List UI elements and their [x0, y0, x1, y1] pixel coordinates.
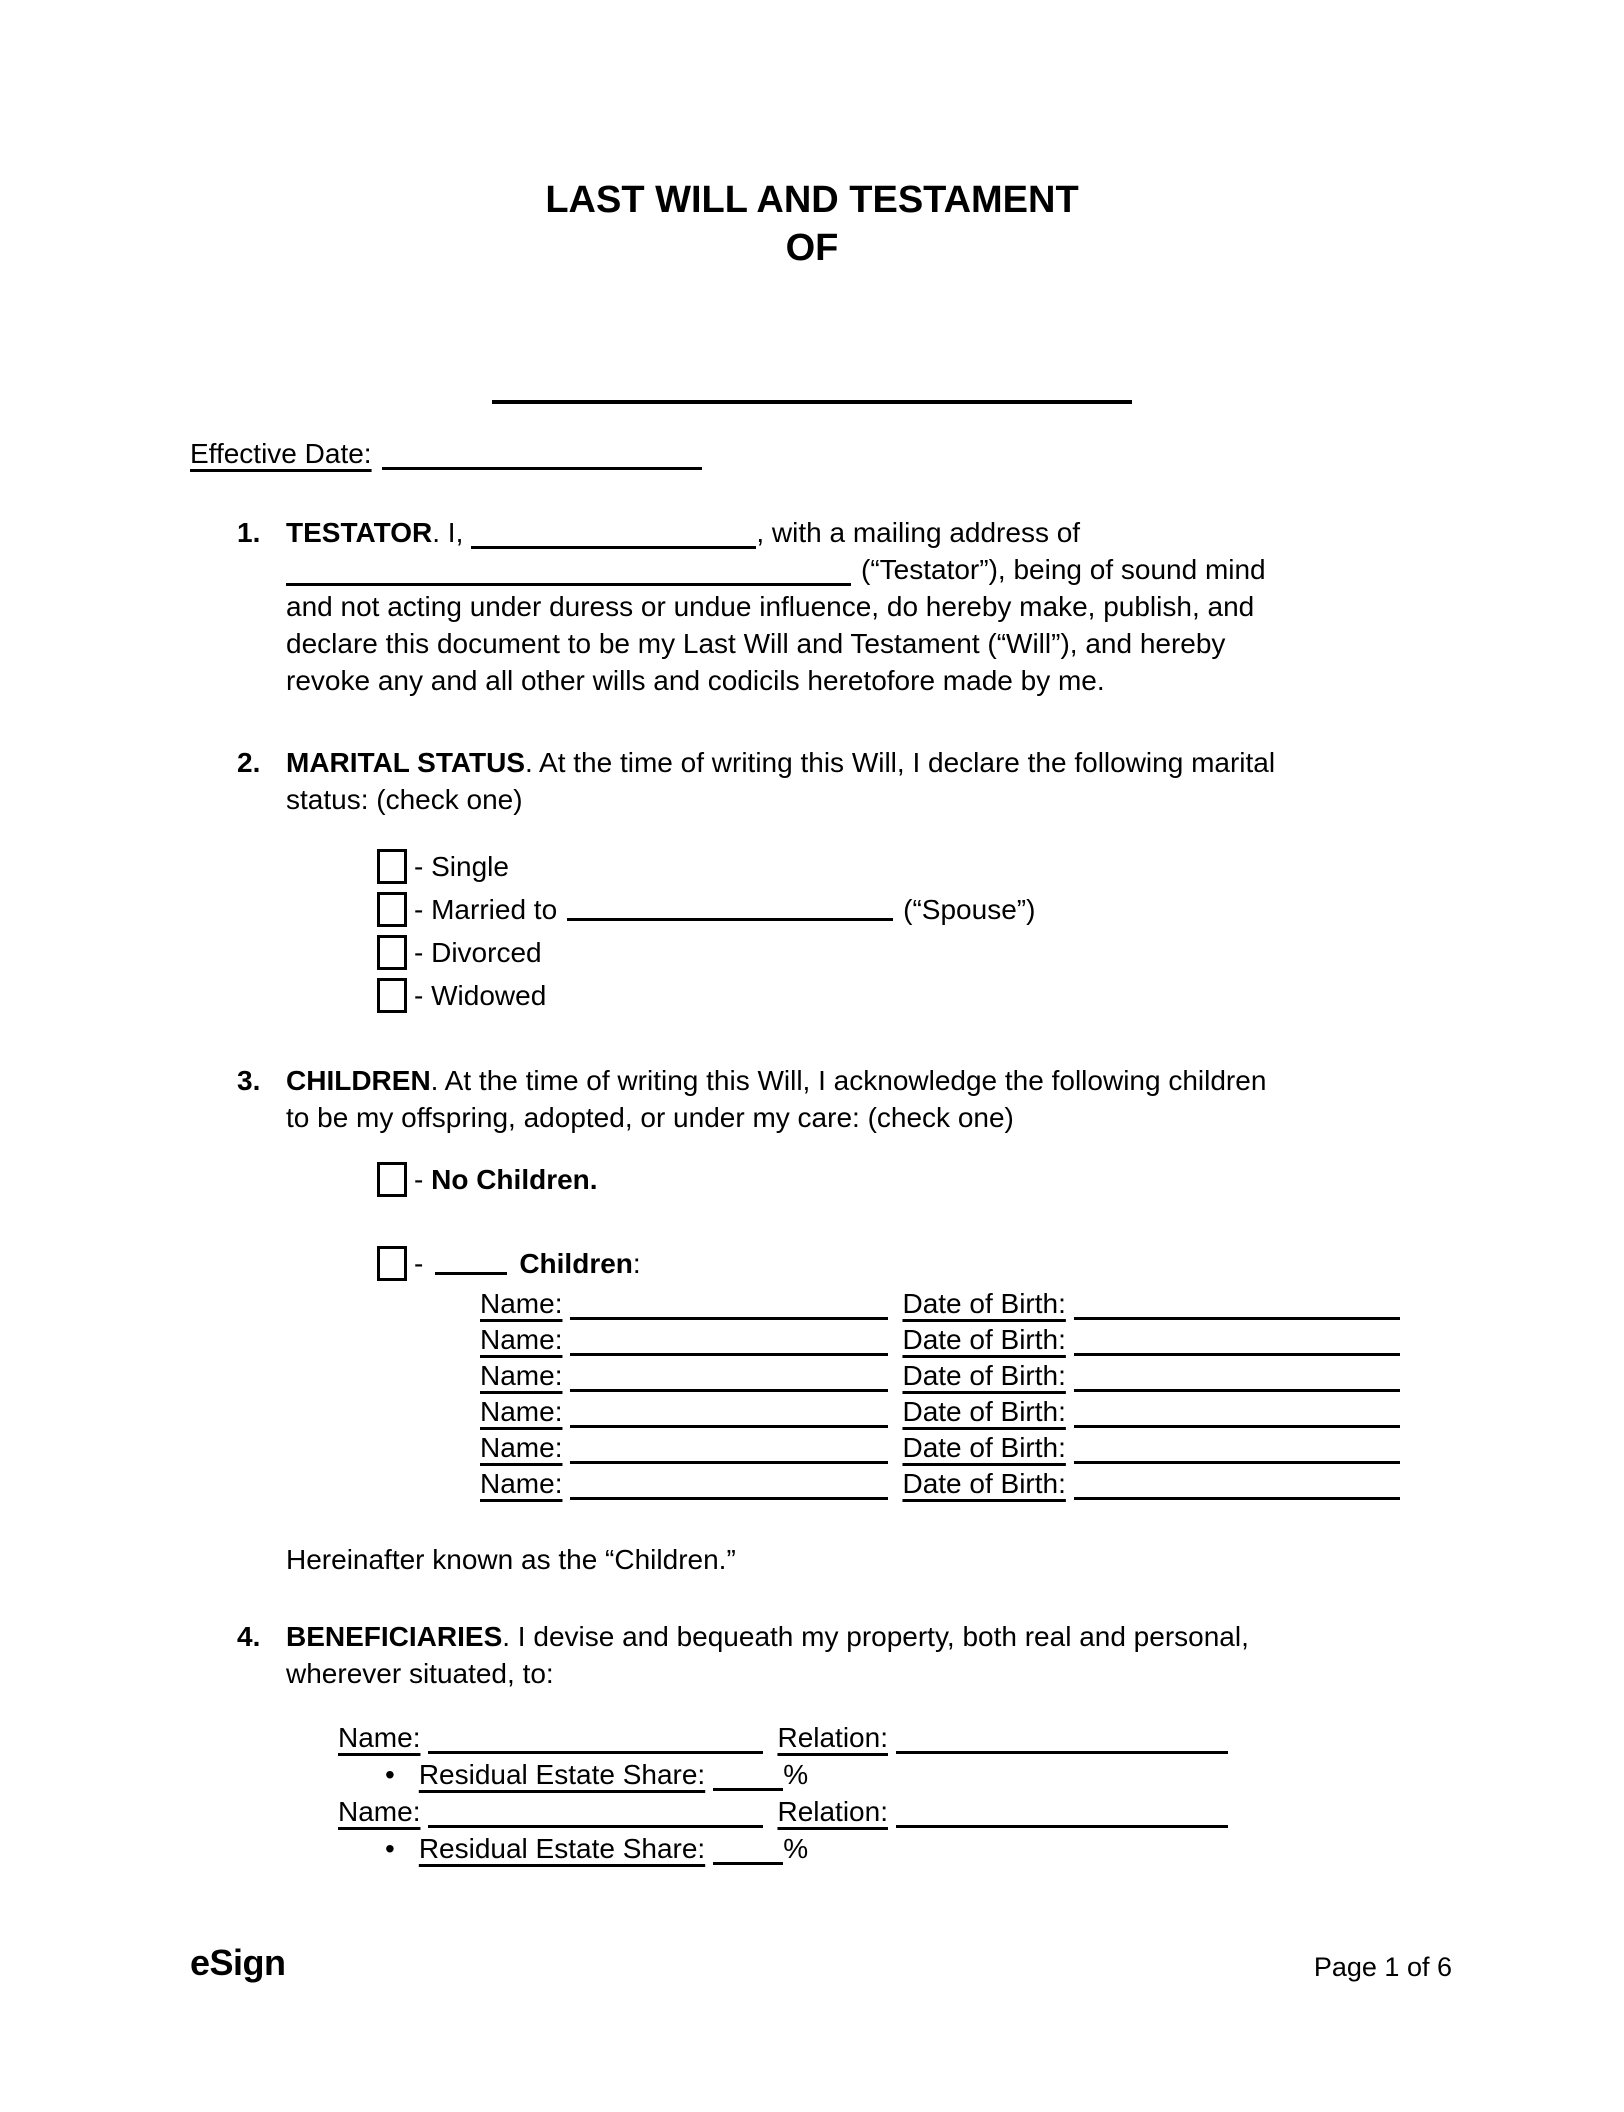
beneficiary-share-label: Residual Estate Share: [418, 1833, 706, 1864]
section-children-number: 3. [237, 1065, 261, 1096]
testator-line2 [286, 551, 1266, 588]
child-dob-label: Date of Birth: [902, 1468, 1066, 1499]
marital-option-widowed [377, 974, 1035, 1017]
child-row [480, 1432, 1400, 1468]
child-dob-label: Date of Birth: [902, 1432, 1066, 1463]
marital-line1 [286, 744, 1275, 781]
child-dob-blank[interactable] [1074, 1405, 1400, 1428]
marital-options [377, 845, 1035, 1017]
beneficiary-relation-label: Relation: [777, 1722, 888, 1753]
testator-line5: revoke any and all other wills and codicils heretofore made by me. [286, 665, 1105, 696]
effective-date-row [190, 438, 702, 470]
child-name-label: Name: [480, 1468, 563, 1499]
child-dob-label: Date of Birth: [902, 1324, 1066, 1355]
child-name-blank[interactable] [570, 1405, 888, 1428]
beneficiary-share-blank[interactable] [713, 1768, 783, 1791]
section-beneficiaries-number: 4. [237, 1621, 261, 1652]
children-line2: to be my offspring, adopted, or under my care: (check one) [286, 1102, 1014, 1133]
effective-date-label: Effective Date: [190, 438, 372, 469]
no-children-label: No Children. [431, 1163, 598, 1195]
beneficiary-share-label: Residual Estate Share: [418, 1759, 706, 1790]
marital-option-married [377, 888, 1035, 931]
child-name-blank[interactable] [570, 1369, 888, 1392]
beneficiary-share-suffix: % [783, 1833, 809, 1864]
marital-heading: MARITAL STATUS [286, 747, 526, 778]
section-beneficiaries [237, 1618, 1249, 1692]
section-marital-number: 2. [237, 747, 261, 778]
testator-after-name: , with a mailing address of [756, 517, 1081, 548]
document-title-line1: LAST WILL AND TESTAMENT [545, 179, 1079, 221]
child-dob-label: Date of Birth: [902, 1396, 1066, 1427]
testator-line3: and not acting under duress or undue influence, do hereby make, publish, and [286, 591, 1255, 622]
beneficiaries-line2: wherever situated, to: [286, 1658, 554, 1689]
child-name-label: Name: [480, 1396, 563, 1427]
section-children [237, 1062, 1267, 1136]
beneficiary-relation-blank[interactable] [896, 1731, 1228, 1754]
bullet-icon: • [385, 1833, 395, 1864]
section-testator [237, 514, 1266, 699]
beneficiary-name-row [338, 1796, 1228, 1833]
count-children-colon: : [632, 1247, 641, 1279]
divorced-checkbox[interactable] [377, 935, 407, 970]
children-line1-rest: . At the time of writing this Will, I acknowledge the following children [430, 1065, 1267, 1096]
child-name-blank[interactable] [570, 1333, 888, 1356]
no-children-option [377, 1158, 598, 1201]
widowed-label: - Widowed [414, 979, 547, 1011]
child-dob-blank[interactable] [1074, 1297, 1400, 1320]
section-testator-number: 1. [237, 517, 261, 548]
count-children-option [377, 1242, 641, 1285]
children-note: Hereinafter known as the “Children.” [286, 1544, 736, 1575]
child-row [480, 1324, 1400, 1360]
beneficiary-share-row [385, 1833, 1228, 1870]
beneficiary-relation-label: Relation: [777, 1796, 888, 1827]
beneficiary-share-row [385, 1759, 1228, 1796]
beneficiary-name-label: Name: [338, 1722, 421, 1753]
marital-line1-rest: . At the time of writing this Will, I declare the following marital [525, 747, 1276, 778]
beneficiary-name-blank[interactable] [428, 1805, 763, 1828]
children-rows [480, 1288, 1400, 1504]
beneficiary-share-suffix: % [783, 1759, 809, 1790]
count-children-checkbox[interactable] [377, 1246, 407, 1281]
child-name-label: Name: [480, 1432, 563, 1463]
spouse-name-blank[interactable] [567, 898, 893, 921]
marital-line2: status: (check one) [286, 784, 523, 815]
beneficiary-name-blank[interactable] [428, 1731, 763, 1754]
child-row [480, 1396, 1400, 1432]
section-marital-status [237, 744, 1276, 818]
count-children-label: Children [519, 1247, 633, 1279]
beneficiaries-heading: BENEFICIARIES [286, 1621, 503, 1652]
count-children-dash: - [414, 1247, 424, 1279]
beneficiary-name-row [338, 1722, 1228, 1759]
page-indicator: Page 1 of 6 [1313, 1952, 1452, 1982]
marital-option-single [377, 845, 1035, 888]
document-title-line2: OF [785, 227, 839, 269]
child-name-blank[interactable] [570, 1297, 888, 1320]
esign-logo: eSign [190, 1942, 286, 1983]
child-name-label: Name: [480, 1324, 563, 1355]
married-label: - Married to [414, 893, 558, 925]
children-line1 [286, 1062, 1266, 1099]
beneficiaries-line1 [286, 1618, 1249, 1655]
children-heading: CHILDREN [286, 1065, 431, 1096]
testator-line4: declare this document to be my Last Will and Testament (“Will”), and hereby [286, 628, 1226, 659]
child-row [480, 1360, 1400, 1396]
document-title [0, 176, 1624, 272]
child-name-blank[interactable] [570, 1441, 888, 1464]
divorced-label: - Divorced [414, 936, 542, 968]
beneficiary-share-blank[interactable] [713, 1842, 783, 1865]
marital-option-divorced [377, 931, 1035, 974]
testator-line2-text: (“Testator”), being of sound mind [861, 554, 1266, 585]
testator-after-heading: . I, [432, 517, 464, 548]
effective-date-blank[interactable] [382, 447, 702, 470]
child-dob-blank[interactable] [1074, 1333, 1400, 1356]
beneficiary-entries [338, 1722, 1228, 1870]
married-checkbox[interactable] [377, 892, 407, 927]
no-children-checkbox[interactable] [377, 1162, 407, 1197]
testator-address-blank[interactable] [286, 563, 851, 586]
single-label: - Single [414, 850, 509, 882]
beneficiary-relation-blank[interactable] [896, 1805, 1228, 1828]
child-name-blank[interactable] [570, 1477, 888, 1500]
child-row [480, 1468, 1400, 1504]
child-name-label: Name: [480, 1360, 563, 1391]
testator-name-title-blank[interactable] [492, 378, 1132, 404]
child-dob-label: Date of Birth: [902, 1288, 1066, 1319]
single-checkbox[interactable] [377, 849, 407, 884]
spouse-label: (“Spouse”) [903, 893, 1036, 925]
no-children-dash: - [414, 1163, 424, 1195]
testator-name-blank[interactable] [471, 526, 756, 549]
child-dob-blank[interactable] [1074, 1369, 1400, 1392]
bullet-icon: • [385, 1759, 395, 1790]
child-dob-blank[interactable] [1074, 1441, 1400, 1464]
testator-line1 [286, 514, 1266, 551]
child-dob-blank[interactable] [1074, 1477, 1400, 1500]
child-name-label: Name: [480, 1288, 563, 1319]
child-dob-label: Date of Birth: [902, 1360, 1066, 1391]
beneficiaries-line1-rest: . I devise and bequeath my property, both real and personal, [502, 1621, 1249, 1652]
widowed-checkbox[interactable] [377, 978, 407, 1013]
beneficiary-name-label: Name: [338, 1796, 421, 1827]
children-count-blank[interactable] [435, 1252, 507, 1275]
testator-heading: TESTATOR [286, 517, 433, 548]
child-row [480, 1288, 1400, 1324]
